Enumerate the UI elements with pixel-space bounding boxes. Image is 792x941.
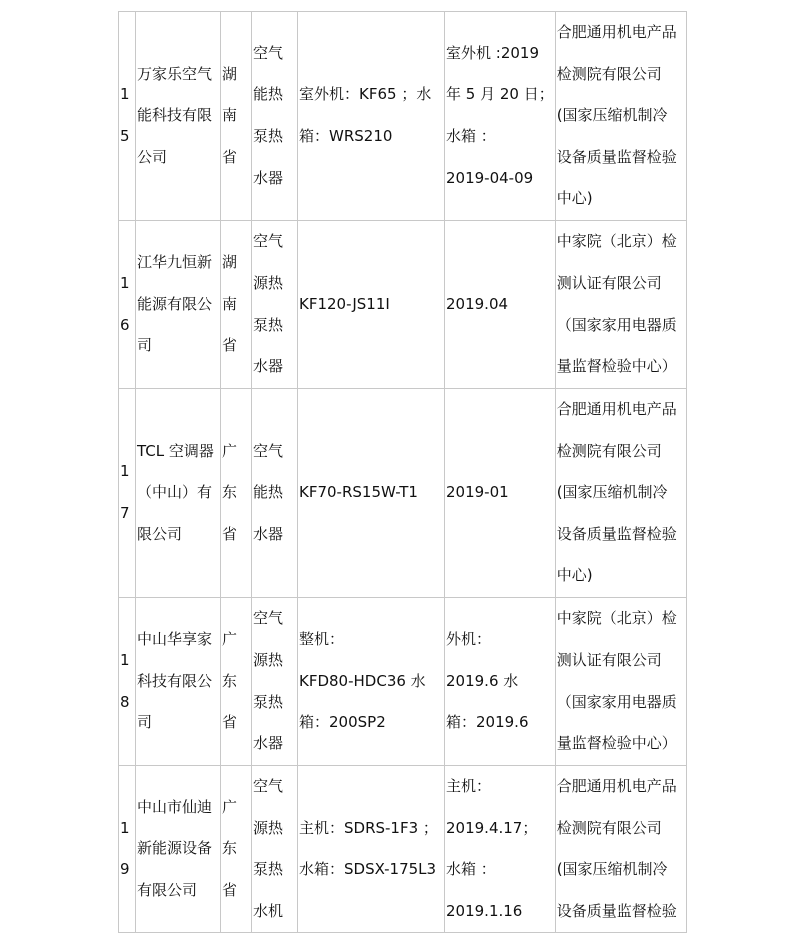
model-number-cell-line: 主机：SDRS-1F3 ； (299, 818, 438, 837)
production-date-cell-line: 年 5 月 20 日； (446, 85, 554, 104)
company-name-cell-line: 司 (137, 713, 153, 732)
testing-lab-cell (555, 221, 686, 389)
company-name-cell (136, 389, 221, 598)
testing-lab-cell (555, 598, 686, 766)
company-name-cell (136, 766, 221, 933)
testing-lab-cell-line: 测认证有限公司 (556, 273, 662, 292)
testing-lab-cell-line: 合肥通用机电产品 (556, 23, 677, 42)
product-type-cell (252, 389, 298, 598)
model-number-cell-line: 箱：200SP2 (299, 713, 386, 732)
testing-lab-cell-line: 设备质量监督检验 (556, 901, 677, 920)
production-date-cell-line: 2019.6 水 (446, 671, 519, 690)
product-type-cell (252, 221, 298, 389)
production-date-cell-line: 2019-01 (446, 483, 509, 502)
testing-lab-cell (555, 389, 686, 598)
serial-number-cell (119, 766, 136, 933)
table-row (119, 221, 687, 389)
province-cell-line: 广 (222, 630, 238, 649)
product-type-cell-line: 空气 (253, 777, 284, 795)
model-number-cell-line: 室外机：KF65 ；水 (299, 85, 432, 104)
model-number-cell-line: 箱：WRS210 (299, 127, 393, 145)
table-row (119, 12, 687, 221)
model-number-cell-line: KF120-JS11I (299, 294, 390, 313)
testing-lab-cell-line: 中心) (556, 189, 593, 208)
product-type-cell-line: 泵热 (253, 860, 284, 879)
production-date-cell-line: 室外机 :2019 (446, 43, 539, 62)
table-row (119, 598, 687, 766)
testing-lab-cell-line: 合肥通用机电产品 (556, 400, 677, 419)
testing-lab-cell (555, 766, 686, 933)
province-cell-line: 东 (222, 483, 238, 502)
province-cell-line: 南 (222, 106, 238, 125)
company-name-cell-line: （中山）有 (137, 483, 213, 502)
company-name-cell-line: 万家乐空气 (137, 64, 213, 83)
company-name-cell-line: 中山市仙迪 (137, 797, 213, 816)
product-type-cell-line: 水器 (253, 524, 284, 543)
product-type-cell-line: 泵热 (253, 692, 284, 711)
province-cell (221, 389, 252, 598)
production-date-cell (445, 766, 556, 933)
product-type-cell-line: 能热 (253, 85, 284, 104)
company-name-cell (136, 12, 221, 221)
model-number-cell-line: KFD80-HDC36 水 (299, 671, 426, 690)
product-type-cell-line: 空气 (253, 441, 284, 460)
province-cell-line: 省 (222, 147, 238, 166)
product-type-cell (252, 598, 298, 766)
province-cell-line: 省 (222, 524, 238, 543)
table-row (119, 766, 687, 933)
serial-number-cell-line: 6 (120, 315, 130, 334)
company-name-cell-line: 科技有限公 (137, 671, 213, 690)
product-type-cell-line: 源热 (253, 818, 284, 837)
model-number-cell-line: KF70-RS15W-T1 (299, 483, 418, 502)
model-number-cell (298, 598, 445, 766)
table-body (119, 12, 687, 933)
testing-lab-cell-line: 检测院有限公司 (556, 64, 662, 83)
testing-lab-cell-line: 量监督检验中心） (556, 357, 677, 376)
province-cell-line: 省 (222, 880, 238, 899)
company-name-cell-line: 能科技有限 (137, 106, 213, 125)
product-table (118, 11, 687, 933)
company-name-cell-line: 司 (137, 336, 153, 355)
province-cell-line: 东 (222, 839, 238, 858)
model-number-cell (298, 766, 445, 933)
model-number-cell (298, 389, 445, 598)
testing-lab-cell (555, 12, 686, 221)
company-name-cell-line: 限公司 (137, 524, 183, 543)
company-name-cell (136, 221, 221, 389)
testing-lab-cell-line: （国家家用电器质 (556, 692, 677, 711)
company-name-cell-line: TCL 空调器 (137, 441, 214, 460)
serial-number-cell-line: 1 (120, 650, 130, 669)
testing-lab-cell-line: (国家压缩机制冷 (556, 106, 668, 125)
production-date-cell-line: 箱：2019.6 (446, 713, 529, 732)
product-type-cell-line: 能热 (253, 483, 284, 502)
production-date-cell (445, 221, 556, 389)
company-name-cell-line: 中山华享家 (137, 630, 213, 649)
product-type-cell-line: 空气 (253, 43, 284, 62)
table-row (119, 389, 687, 598)
company-name-cell-line: 公司 (137, 147, 168, 166)
product-type-cell-line: 水器 (253, 734, 284, 753)
serial-number-cell (119, 221, 136, 389)
production-date-cell (445, 389, 556, 598)
product-type-cell-line: 水机 (253, 901, 284, 920)
serial-number-cell-line: 1 (120, 273, 130, 292)
company-name-cell-line: 能源有限公 (137, 294, 213, 313)
testing-lab-cell-line: 检测院有限公司 (556, 818, 662, 837)
production-date-cell-line: 水箱 ： (446, 860, 496, 879)
testing-lab-cell-line: 设备质量监督检验 (556, 524, 677, 543)
province-cell (221, 766, 252, 933)
model-number-cell-line: 水箱：SDSX-175L3 (299, 860, 437, 879)
model-number-cell (298, 221, 445, 389)
production-date-cell (445, 598, 556, 766)
product-type-cell-line: 空气 (253, 232, 284, 251)
company-name-cell-line: 江华九恒新 (137, 253, 213, 272)
serial-number-cell (119, 598, 136, 766)
testing-lab-cell-line: (国家压缩机制冷 (556, 483, 668, 502)
province-cell (221, 598, 252, 766)
product-type-cell (252, 766, 298, 933)
province-cell-line: 南 (222, 294, 238, 313)
testing-lab-cell-line: (国家压缩机制冷 (556, 860, 668, 879)
testing-lab-cell-line: 量监督检验中心） (556, 734, 677, 753)
serial-number-cell-line: 9 (120, 860, 130, 879)
model-number-cell (298, 12, 445, 221)
product-type-cell-line: 水器 (253, 168, 284, 187)
serial-number-cell-line: 8 (120, 692, 130, 711)
testing-lab-cell-line: 中家院（北京）检 (556, 232, 677, 251)
company-name-cell-line: 有限公司 (137, 880, 198, 899)
product-type-cell (252, 12, 298, 221)
serial-number-cell-line: 1 (120, 462, 130, 481)
province-cell-line: 省 (222, 713, 238, 732)
province-cell-line: 湖 (222, 64, 238, 83)
product-type-cell-line: 水器 (253, 357, 284, 376)
product-type-cell-line: 源热 (253, 650, 284, 669)
province-cell-line: 湖 (222, 253, 238, 272)
production-date-cell (445, 12, 556, 221)
province-cell (221, 221, 252, 389)
model-number-cell-line: 整机： (299, 630, 345, 649)
production-date-cell-line: 外机： (446, 630, 492, 649)
production-date-cell-line: 2019.4.17； (446, 818, 538, 837)
production-date-cell-line: 2019-04-09 (446, 168, 534, 187)
product-type-cell-line: 空气 (253, 609, 284, 628)
province-cell-line: 广 (222, 441, 238, 460)
production-date-cell-line: 2019.1.16 (446, 901, 523, 920)
serial-number-cell (119, 389, 136, 598)
province-cell (221, 12, 252, 221)
serial-number-cell-line: 7 (120, 504, 130, 522)
province-cell-line: 省 (222, 336, 238, 355)
product-type-cell-line: 源热 (253, 273, 284, 292)
production-date-cell-line: 水箱 ： (446, 127, 496, 145)
testing-lab-cell-line: （国家家用电器质 (556, 315, 677, 334)
production-date-cell-line: 主机： (446, 777, 492, 795)
company-name-cell-line: 新能源设备 (137, 839, 213, 858)
company-name-cell (136, 598, 221, 766)
province-cell-line: 广 (222, 797, 238, 816)
province-cell-line: 东 (222, 671, 238, 690)
testing-lab-cell-line: 设备质量监督检验 (556, 147, 677, 166)
testing-lab-cell-line: 检测院有限公司 (556, 441, 662, 460)
serial-number-cell-line: 5 (120, 127, 130, 145)
serial-number-cell-line: 1 (120, 818, 130, 837)
product-type-cell-line: 泵热 (253, 127, 284, 145)
production-date-cell-line: 2019.04 (446, 294, 509, 313)
testing-lab-cell-line: 测认证有限公司 (556, 650, 662, 669)
testing-lab-cell-line: 合肥通用机电产品 (556, 777, 677, 795)
serial-number-cell (119, 12, 136, 221)
serial-number-cell-line: 1 (120, 85, 130, 104)
testing-lab-cell-line: 中心) (556, 566, 593, 585)
testing-lab-cell-line: 中家院（北京）检 (556, 609, 677, 628)
product-type-cell-line: 泵热 (253, 315, 284, 334)
